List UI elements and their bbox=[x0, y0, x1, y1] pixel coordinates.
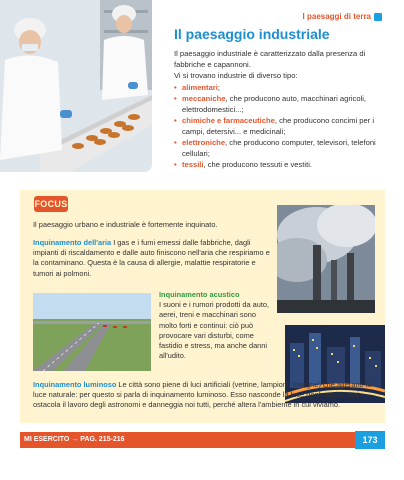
page-number: 173 bbox=[355, 431, 385, 449]
list-item bbox=[174, 115, 389, 137]
list-item-keyword: alimentari bbox=[182, 83, 218, 92]
intro-sentence-2: Vi si trovano industrie di diverso tipo: bbox=[174, 71, 298, 80]
noise-pollution-paragraph bbox=[159, 290, 274, 361]
factory-photo bbox=[0, 0, 152, 172]
noise-pollution-title: Inquinamento acustico bbox=[159, 290, 240, 299]
air-pollution-paragraph bbox=[33, 238, 273, 279]
light-pollution-text: Le città sono piene di luci artificiali (vetrine, lampioni, insegne) che alterano la luce naturale: per questo si parla di inquinamento luminoso. Esso nasconde la luce degli astri e così ostacola il lavoro degli astronomi e danneggia noi tutti, perché altera l'ambiente in cui viviamo. bbox=[33, 380, 372, 410]
intro-sentence-1: Il paesaggio industriale è caratterizzato dalla presenza di fabbriche e capannoni. bbox=[174, 49, 366, 69]
list-item bbox=[174, 93, 389, 115]
air-pollution-title: Inquinamento dell'aria bbox=[33, 238, 112, 247]
section-square-icon bbox=[374, 13, 382, 21]
list-item-keyword: meccaniche bbox=[182, 94, 226, 103]
list-item-text: , che producono tessuti e vestiti. bbox=[203, 160, 313, 169]
section-label bbox=[303, 12, 382, 21]
list-item-text: , che producono computer, televisori, telefoni cellulari; bbox=[182, 138, 376, 158]
smokestack-photo bbox=[277, 205, 375, 313]
focus-intro: Il paesaggio urbano e industriale è fortemente inquinato. bbox=[33, 220, 218, 229]
list-item-text: , che producono concimi per i campi, detersivi... e medicinali; bbox=[182, 116, 375, 136]
exercise-reference: MI ESERCITO → PAG. 215-216 bbox=[24, 436, 125, 443]
focus-badge: FOCUS bbox=[34, 196, 68, 212]
list-item-keyword: tessili bbox=[182, 160, 204, 169]
section-label-text: I paesaggi di terra bbox=[302, 12, 371, 21]
list-item bbox=[174, 137, 389, 159]
intro-paragraph bbox=[174, 48, 384, 81]
list-item bbox=[174, 82, 389, 93]
light-pollution-title: Inquinamento luminoso bbox=[33, 380, 117, 389]
light-pollution-paragraph bbox=[33, 380, 373, 411]
industry-list bbox=[174, 82, 389, 170]
noise-pollution-text: I suoni e i rumori prodotti da auto, aerei, treni e macchinari sono molto forti e continui: ciò può provocare vari disturbi, come fastidio e stress, ma anche danni all'udito. bbox=[159, 300, 270, 361]
page-title: Il paesaggio industriale bbox=[174, 26, 330, 42]
list-item-keyword: chimiche e farmaceutiche bbox=[182, 116, 275, 125]
list-item-keyword: elettroniche bbox=[182, 138, 226, 147]
list-item bbox=[174, 159, 389, 170]
list-item-text: , che producono auto, macchinari agricoli, elettrodomestici...; bbox=[182, 94, 367, 114]
list-item-text: ; bbox=[217, 83, 220, 92]
highway-photo bbox=[33, 293, 151, 371]
air-pollution-text: I gas e i fumi emessi dalle fabbriche, dagli impianti di riscaldamento e dalle auto finiscono nell'aria che respiriamo e la contaminano. Questa è la causa di allergie, malattie respiratorie e tumori ai polmoni. bbox=[33, 238, 270, 278]
